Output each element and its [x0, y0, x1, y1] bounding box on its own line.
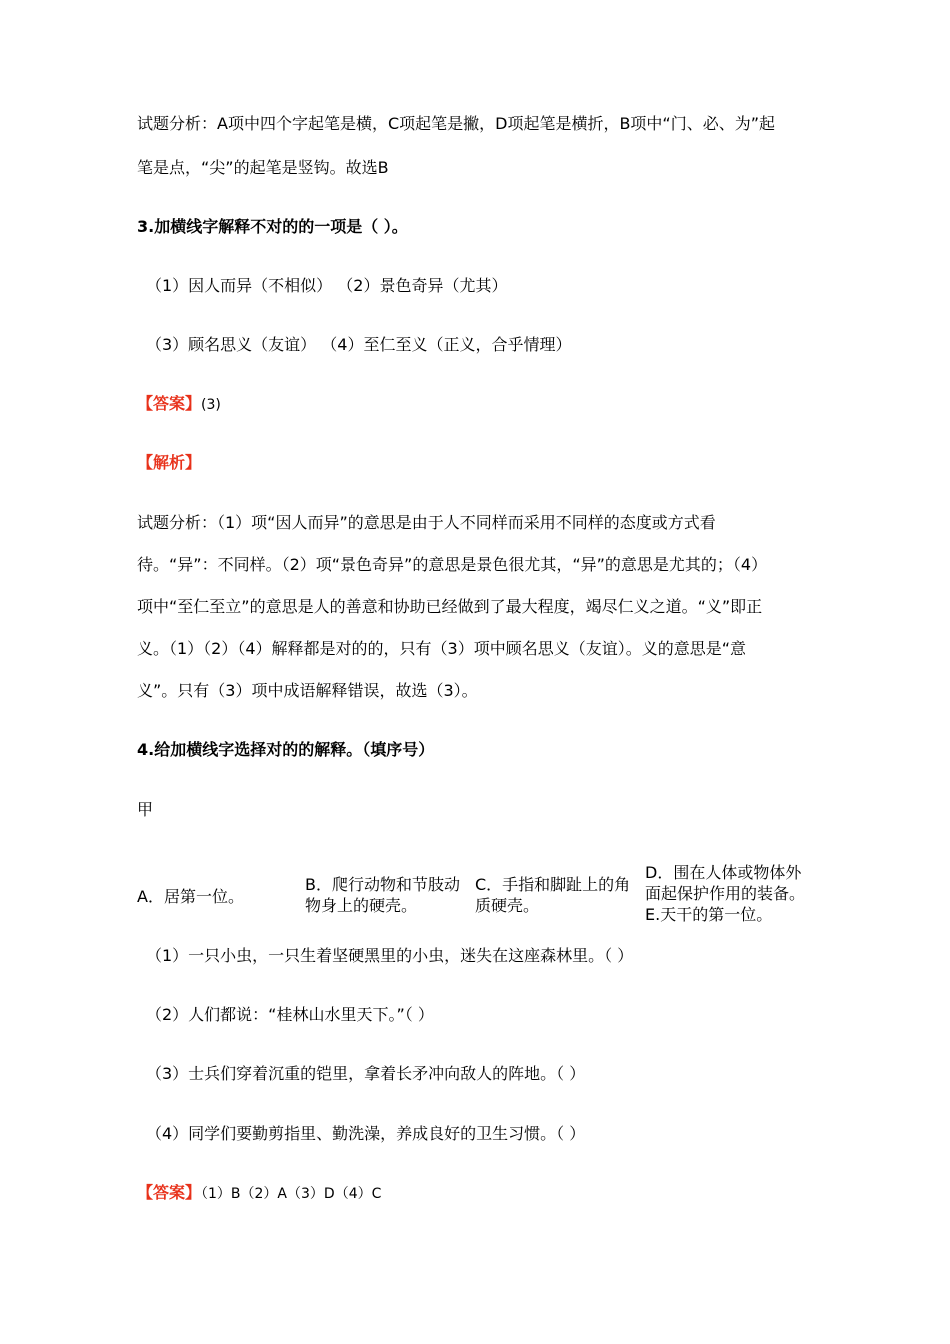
question-3-options-line: （1）因人而异（不相似） （2）景色奇异（尤其）	[146, 276, 508, 295]
analysis-text-line: 项中“至仁至立”的意思是人的善意和协助已经做到了最大程度，竭尽仁义之道。“义”即正	[137, 597, 763, 616]
analysis-text-line: 笔是点，“尖”的起笔是竖钩。故选B	[137, 158, 389, 177]
question-4-sentence: （2）人们都说：“桂林山水里天下。”（ ）	[146, 1005, 434, 1024]
answer-row	[137, 394, 221, 415]
analysis-text-line: 义”。只有（3）项中成语解释错误，故选（3）。	[137, 681, 478, 700]
question-3-title: 3.加横线字解释不对的的一项是（ ）。	[137, 217, 408, 236]
option-b: B．爬行动物和节肢动物身上的硬壳。	[305, 875, 460, 915]
analysis-text-line: 试题分析：（1）项“因人而异”的意思是由于人不同样而采用不同样的态度或方式看	[137, 513, 716, 532]
question-4-sentence: （1）一只小虫，一只生着坚硬黑里的小虫，迷失在这座森林里。（ ）	[146, 946, 634, 965]
option-c: C．手指和脚趾上的角质硬壳。	[475, 875, 631, 915]
answer-value: (3)	[201, 397, 221, 413]
answer-row	[137, 1183, 381, 1204]
answer-label: 【答案】	[137, 394, 202, 413]
option-d-e: D．围在人体或物体外面起保护作用的装备。E.天干的第一位。	[645, 863, 806, 924]
analysis-label: 【解析】	[137, 453, 202, 472]
character-label: 甲	[137, 800, 154, 819]
answer-value: （1）B（2）A（3）D（4）C	[201, 1186, 382, 1202]
question-3-options-line: （3）顾名思义（友谊） （4）至仁至义（正义，合乎情理）	[146, 335, 572, 354]
analysis-text-line: 义。（1）（2）（4）解释都是对的的，只有（3）项中顾名思义（友谊）。义的意思是“意	[137, 639, 747, 658]
question-4-sentence: （3）士兵们穿着沉重的铠里，拿着长矛冲向敌人的阵地。（ ）	[146, 1064, 586, 1083]
answer-label: 【答案】	[137, 1183, 202, 1202]
analysis-text-line: 待。“异”：不同样。（2）项“景色奇异”的意思是景色很尤其，“异”的意思是尤其的；（4）	[137, 555, 768, 574]
question-4-title: 4.给加横线字选择对的的解释。（填序号）	[137, 740, 435, 759]
analysis-text-line: 试题分析：A项中四个字起笔是横，C项起笔是撇，D项起笔是横折，B项中“门、必、为”起	[137, 114, 775, 133]
option-a: A．居第一位。	[137, 887, 244, 906]
question-4-sentence: （4）同学们要勤剪指里、勤洗澡，养成良好的卫生习惯。（ ）	[146, 1124, 586, 1143]
